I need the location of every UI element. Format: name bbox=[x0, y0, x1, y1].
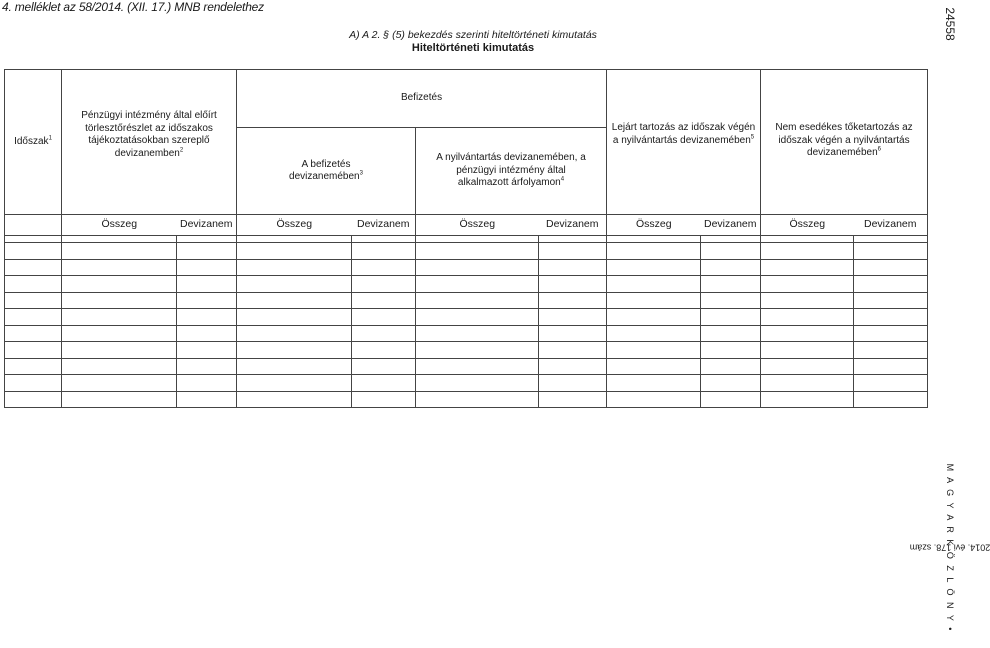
table-cell bbox=[237, 309, 352, 326]
footnote-ref-1: 1 bbox=[48, 135, 52, 142]
table-row bbox=[5, 375, 928, 392]
subheader-cell: Devizanem bbox=[539, 215, 607, 236]
header-payment-register-label: A nyilvántartás devizanemében, a pénzügyi intézmény által alkalmazott árfolyamon bbox=[436, 152, 586, 189]
footnote-ref-4: 4 bbox=[560, 176, 565, 183]
table-cell bbox=[237, 243, 352, 260]
table-cell bbox=[352, 276, 416, 293]
table-cell bbox=[177, 259, 237, 276]
table-cell bbox=[761, 292, 854, 309]
table-cell bbox=[761, 309, 854, 326]
table-cell bbox=[607, 375, 701, 392]
table-cell bbox=[539, 292, 607, 309]
table-cell bbox=[607, 342, 701, 359]
footnote-ref-6: 6 bbox=[877, 146, 881, 153]
table-cell bbox=[62, 292, 177, 309]
table-cell bbox=[237, 375, 352, 392]
subheader-cell: Összeg bbox=[62, 215, 177, 236]
table-row bbox=[5, 276, 928, 293]
table-cell bbox=[5, 276, 62, 293]
subheader-cell: Devizanem bbox=[177, 215, 237, 236]
table-cell bbox=[177, 358, 237, 375]
table-cell bbox=[701, 325, 761, 342]
table-row bbox=[5, 259, 928, 276]
subheader-blank bbox=[5, 215, 62, 236]
table-cell bbox=[761, 391, 854, 408]
table-cell bbox=[177, 243, 237, 260]
table-cell bbox=[416, 243, 539, 260]
table-cell bbox=[761, 325, 854, 342]
table-cell bbox=[761, 259, 854, 276]
table-cell bbox=[539, 358, 607, 375]
table-cell bbox=[854, 309, 928, 326]
table-cell bbox=[416, 391, 539, 408]
table-cell bbox=[5, 243, 62, 260]
table-cell bbox=[416, 325, 539, 342]
table-cell bbox=[761, 276, 854, 293]
table-cell bbox=[352, 309, 416, 326]
header-not-due bbox=[761, 70, 928, 215]
table-cell bbox=[607, 309, 701, 326]
table-cell bbox=[352, 391, 416, 408]
table-cell bbox=[701, 276, 761, 293]
table-cell bbox=[854, 325, 928, 342]
subheader-cell: Összeg bbox=[761, 215, 854, 236]
table-cell bbox=[416, 292, 539, 309]
table-row bbox=[5, 342, 928, 359]
table-cell bbox=[854, 292, 928, 309]
journal-label-text: M A G Y A R K Ö Z L Ö N Y • 2014. évi 178. szám bbox=[909, 463, 990, 633]
table-cell bbox=[177, 342, 237, 359]
table-cell bbox=[854, 375, 928, 392]
header-payment-label: Befizetés bbox=[400, 92, 443, 104]
table-cell bbox=[854, 259, 928, 276]
subheader-cell: Összeg bbox=[237, 215, 352, 236]
table-cell bbox=[607, 391, 701, 408]
table-cell bbox=[539, 375, 607, 392]
table-cell bbox=[237, 391, 352, 408]
table-cell bbox=[62, 358, 177, 375]
table-cell bbox=[352, 292, 416, 309]
table-cell bbox=[237, 276, 352, 293]
table-cell bbox=[416, 276, 539, 293]
table-cell bbox=[416, 358, 539, 375]
table-body bbox=[5, 243, 928, 408]
header-payment-group bbox=[237, 70, 607, 128]
table-cell bbox=[701, 243, 761, 260]
journal-issue: 2014. évi 178. szám bbox=[909, 543, 990, 553]
header-installment-label: Pénzügyi intézmény által előírt törlesztőrészlet az időszakos tájékoztatásokban szereplő devizanemben bbox=[81, 110, 217, 159]
header-payment-register bbox=[416, 128, 607, 215]
section-subtitle: A) A 2. § (5) bekezdés szerinti hiteltörténeti kimutatás bbox=[349, 29, 597, 41]
table-cell bbox=[701, 259, 761, 276]
table-cell bbox=[5, 309, 62, 326]
table-cell bbox=[607, 292, 701, 309]
table-cell bbox=[854, 243, 928, 260]
table-cell bbox=[761, 358, 854, 375]
journal-side-label bbox=[909, 448, 990, 648]
header-overdue-label: Lejárt tartozás az időszak végén a nyilvántartás devizanemében bbox=[611, 122, 756, 146]
table-cell bbox=[5, 259, 62, 276]
table-cell bbox=[352, 325, 416, 342]
table-cell bbox=[177, 292, 237, 309]
table-cell bbox=[237, 292, 352, 309]
table-cell bbox=[539, 243, 607, 260]
subheader-cell: Összeg bbox=[416, 215, 539, 236]
page-number bbox=[942, 4, 958, 44]
table-cell bbox=[5, 375, 62, 392]
table-cell bbox=[761, 375, 854, 392]
header-not-due-label: Nem esedékes tőketartozás az időszak végén a nyilvántartás devizanemében bbox=[775, 122, 913, 158]
table-cell bbox=[177, 375, 237, 392]
footnote-ref-3: 3 bbox=[359, 170, 363, 177]
table-cell bbox=[237, 259, 352, 276]
header-overdue bbox=[607, 70, 761, 215]
table-cell bbox=[607, 259, 701, 276]
table-cell bbox=[701, 375, 761, 392]
subheader-cell: Devizanem bbox=[352, 215, 416, 236]
annex-reference: 4. melléklet az 58/2014. (XII. 17.) MNB rendelethez bbox=[2, 0, 264, 14]
table-cell bbox=[352, 243, 416, 260]
subheader-cell: Devizanem bbox=[701, 215, 761, 236]
table-cell bbox=[177, 276, 237, 293]
subheader-cell: Devizanem bbox=[854, 215, 928, 236]
table-cell bbox=[761, 342, 854, 359]
table-cell bbox=[177, 391, 237, 408]
table-cell bbox=[62, 243, 177, 260]
subheader-cell: Összeg bbox=[607, 215, 701, 236]
table-cell bbox=[5, 391, 62, 408]
table-cell bbox=[701, 309, 761, 326]
table-cell bbox=[854, 391, 928, 408]
table-cell bbox=[237, 342, 352, 359]
table-cell bbox=[761, 243, 854, 260]
table-cell bbox=[62, 391, 177, 408]
table-cell bbox=[5, 325, 62, 342]
table-cell bbox=[539, 309, 607, 326]
table-cell bbox=[607, 276, 701, 293]
table-cell bbox=[352, 259, 416, 276]
table-cell bbox=[416, 342, 539, 359]
footnote-ref-5: 5 bbox=[750, 134, 755, 141]
table-cell bbox=[854, 358, 928, 375]
table-cell bbox=[177, 325, 237, 342]
credit-history-table bbox=[4, 69, 928, 408]
footnote-ref-2: 2 bbox=[179, 147, 184, 154]
header-payment-currency bbox=[237, 128, 416, 215]
table-cell bbox=[416, 309, 539, 326]
table-cell bbox=[352, 358, 416, 375]
table-cell bbox=[854, 342, 928, 359]
table-row bbox=[5, 325, 928, 342]
table-row bbox=[5, 243, 928, 260]
table-cell bbox=[62, 259, 177, 276]
header-installment bbox=[62, 70, 237, 215]
table-cell bbox=[237, 325, 352, 342]
table-cell bbox=[62, 375, 177, 392]
table-cell bbox=[5, 292, 62, 309]
table-cell bbox=[5, 342, 62, 359]
page-number-text: 24558 bbox=[943, 7, 957, 41]
table-cell bbox=[607, 325, 701, 342]
table-row bbox=[5, 309, 928, 326]
table-row bbox=[5, 358, 928, 375]
table-row bbox=[5, 391, 928, 408]
table-cell bbox=[177, 309, 237, 326]
table-spacer-row bbox=[5, 236, 928, 243]
table-cell bbox=[701, 292, 761, 309]
table-cell bbox=[416, 375, 539, 392]
table-cell bbox=[352, 342, 416, 359]
table-cell bbox=[701, 358, 761, 375]
table-cell bbox=[607, 243, 701, 260]
table-row bbox=[5, 292, 928, 309]
table-cell bbox=[854, 276, 928, 293]
header-period-label: Időszak bbox=[14, 135, 49, 147]
table-cell bbox=[416, 259, 539, 276]
table-cell bbox=[352, 375, 416, 392]
table-cell bbox=[607, 358, 701, 375]
table-cell bbox=[701, 391, 761, 408]
table-cell bbox=[539, 325, 607, 342]
table-cell bbox=[5, 358, 62, 375]
journal-name: M A G Y A R K Ö Z L Ö N Y bbox=[945, 463, 955, 623]
table-cell bbox=[237, 358, 352, 375]
table-cell bbox=[62, 309, 177, 326]
header-payment-currency-label: A befizetés devizanemében bbox=[289, 158, 360, 182]
table-cell bbox=[62, 342, 177, 359]
table-cell bbox=[62, 276, 177, 293]
table-cell bbox=[539, 391, 607, 408]
document-title: Hiteltörténeti kimutatás bbox=[411, 42, 535, 54]
table-cell bbox=[701, 342, 761, 359]
table-cell bbox=[539, 259, 607, 276]
table-cell bbox=[539, 276, 607, 293]
table-cell bbox=[62, 325, 177, 342]
table-cell bbox=[539, 342, 607, 359]
header-period bbox=[5, 70, 62, 215]
